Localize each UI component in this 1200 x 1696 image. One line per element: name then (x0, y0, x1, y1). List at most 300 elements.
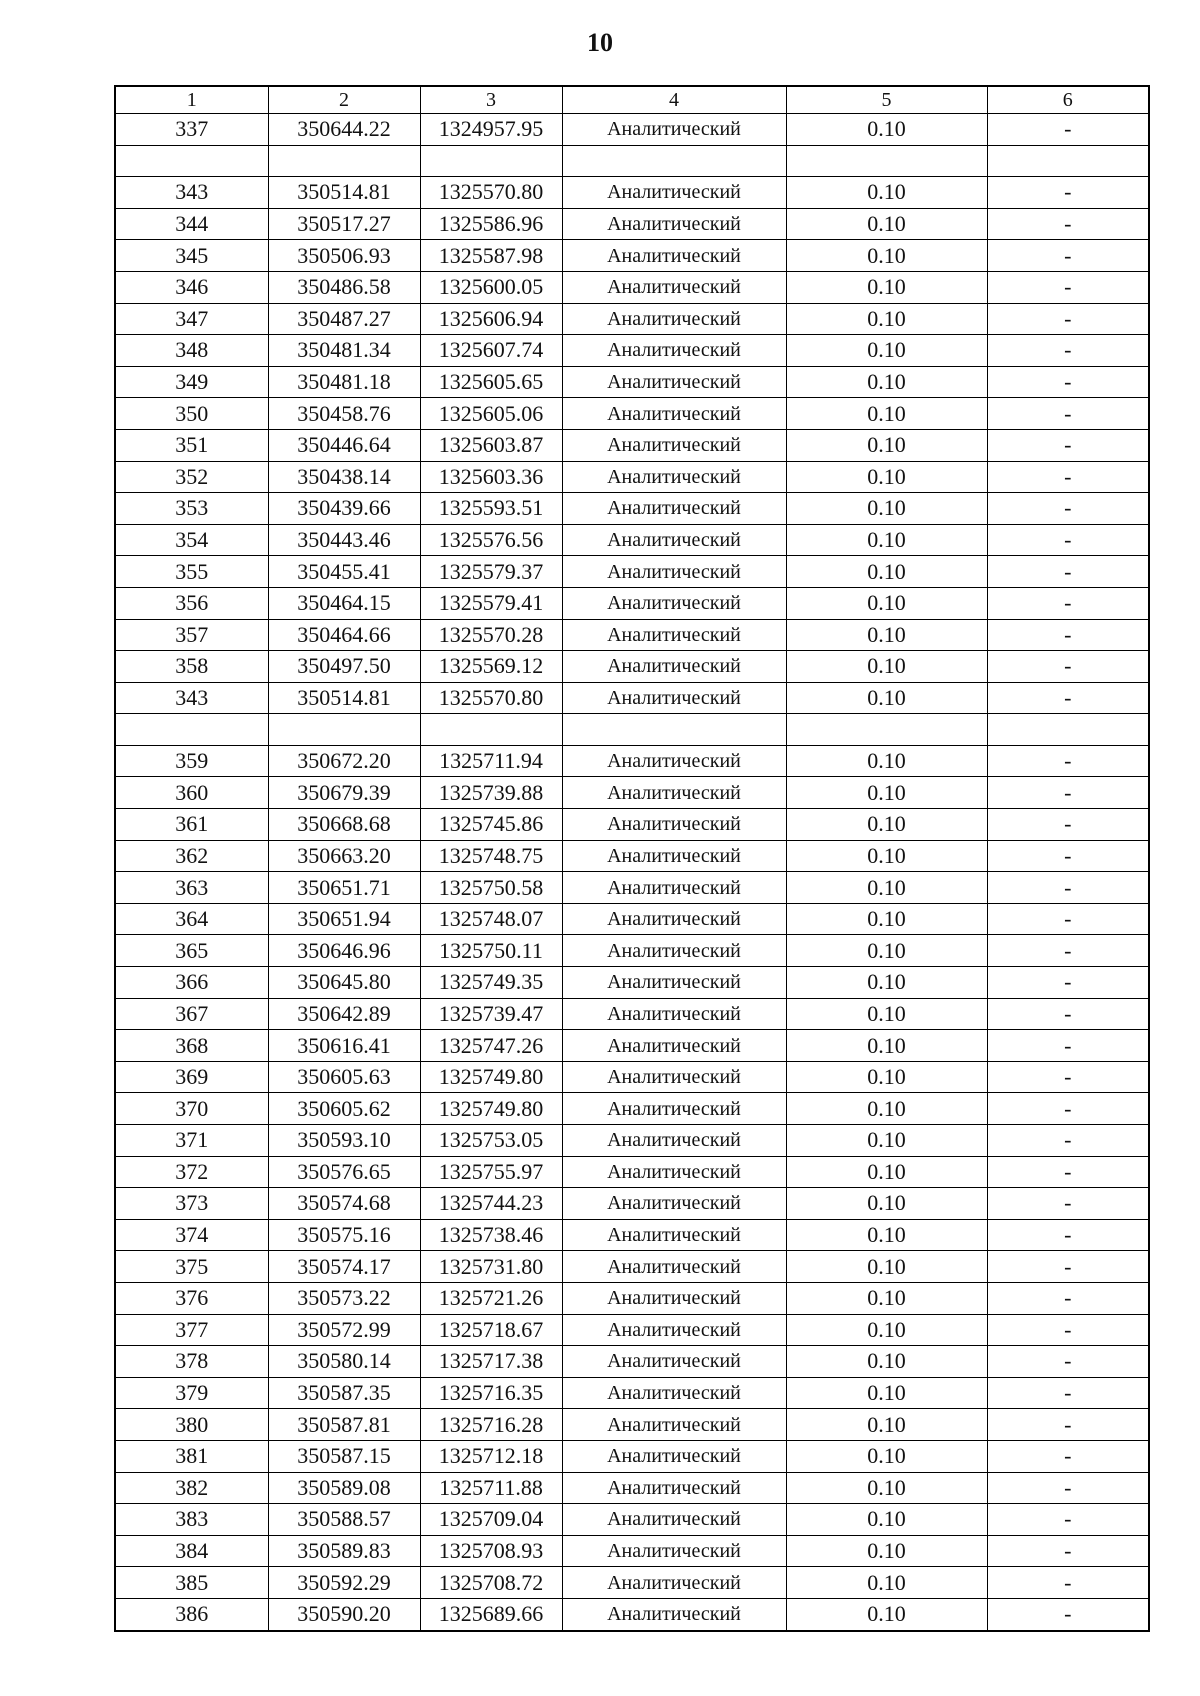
table-cell: - (987, 682, 1149, 714)
table-row (115, 714, 1149, 746)
table-cell: 354 (115, 524, 268, 556)
table-cell: 350497.50 (268, 651, 420, 683)
table-cell: 350679.39 (268, 777, 420, 809)
table-cell (562, 145, 786, 177)
table-cell (420, 714, 562, 746)
table-row (115, 935, 1149, 967)
table-cell: 350646.96 (268, 935, 420, 967)
table-cell: 0.10 (786, 651, 987, 683)
table-cell: - (987, 1377, 1149, 1409)
table-cell: 350589.83 (268, 1535, 420, 1567)
table-cell: Аналитический (562, 872, 786, 904)
table-cell: Аналитический (562, 461, 786, 493)
table-cell: 0.10 (786, 809, 987, 841)
table-cell: Аналитический (562, 429, 786, 461)
table-cell: 1325731.80 (420, 1251, 562, 1283)
table-cell: - (987, 1567, 1149, 1599)
table-cell: 0.10 (786, 1535, 987, 1567)
table-cell: 1325745.86 (420, 809, 562, 841)
table-cell: - (987, 524, 1149, 556)
table-cell: - (987, 335, 1149, 367)
table-row (115, 1440, 1149, 1472)
table-cell: 350458.76 (268, 398, 420, 430)
table-cell: 1325718.67 (420, 1314, 562, 1346)
table-cell: Аналитический (562, 745, 786, 777)
table-cell: 363 (115, 872, 268, 904)
table-cell: 1325708.72 (420, 1567, 562, 1599)
table-cell: - (987, 398, 1149, 430)
table-cell: Аналитический (562, 524, 786, 556)
table-cell: Аналитический (562, 1125, 786, 1157)
table-cell: Аналитический (562, 114, 786, 146)
table-cell: 375 (115, 1251, 268, 1283)
table-cell: Аналитический (562, 1282, 786, 1314)
table-cell: 350580.14 (268, 1346, 420, 1378)
table-cell: 0.10 (786, 1314, 987, 1346)
header-row (115, 86, 1149, 114)
table-cell: Аналитический (562, 1061, 786, 1093)
table-cell: 350517.27 (268, 208, 420, 240)
table-cell: 1325603.87 (420, 429, 562, 461)
table-cell: - (987, 271, 1149, 303)
table-cell: 353 (115, 493, 268, 525)
table-cell: Аналитический (562, 1567, 786, 1599)
table-cell: 350446.64 (268, 429, 420, 461)
table-row (115, 1377, 1149, 1409)
table-cell (268, 714, 420, 746)
table-cell: - (987, 1251, 1149, 1283)
table-cell: Аналитический (562, 1346, 786, 1378)
table-cell: 0.10 (786, 967, 987, 999)
table-cell: 0.10 (786, 114, 987, 146)
table-cell: 374 (115, 1219, 268, 1251)
table-cell: - (987, 903, 1149, 935)
table-row (115, 208, 1149, 240)
table-row (115, 366, 1149, 398)
table-cell: 1325712.18 (420, 1440, 562, 1472)
table-cell: 1325569.12 (420, 651, 562, 683)
table-cell: Аналитический (562, 1251, 786, 1283)
header-cell: 3 (420, 86, 562, 114)
table-row (115, 493, 1149, 525)
table-cell: 0.10 (786, 1061, 987, 1093)
table-cell: - (987, 745, 1149, 777)
table-cell: - (987, 208, 1149, 240)
table-cell: 1325605.65 (420, 366, 562, 398)
table-row (115, 998, 1149, 1030)
table-cell: 350575.16 (268, 1219, 420, 1251)
table-cell (987, 145, 1149, 177)
table-cell: 350587.35 (268, 1377, 420, 1409)
table-row (115, 114, 1149, 146)
table-cell: - (987, 429, 1149, 461)
table-cell: 350464.15 (268, 587, 420, 619)
table-cell: 1325606.94 (420, 303, 562, 335)
table-cell: 0.10 (786, 1598, 987, 1630)
table-cell: 362 (115, 840, 268, 872)
table-cell: 1325579.37 (420, 556, 562, 588)
table-cell: 0.10 (786, 1567, 987, 1599)
table-cell: 360 (115, 777, 268, 809)
table-cell: Аналитический (562, 271, 786, 303)
table-cell: 0.10 (786, 1156, 987, 1188)
table-cell: Аналитический (562, 840, 786, 872)
table-cell: 0.10 (786, 935, 987, 967)
table-cell: 0.10 (786, 461, 987, 493)
table-cell: 0.10 (786, 1440, 987, 1472)
table-cell: 350455.41 (268, 556, 420, 588)
table-cell: 359 (115, 745, 268, 777)
table-row (115, 651, 1149, 683)
table-cell: 385 (115, 1567, 268, 1599)
table-cell: 1325603.36 (420, 461, 562, 493)
coordinates-table (114, 85, 1150, 1632)
table-cell: 1324957.95 (420, 114, 562, 146)
table-cell: 376 (115, 1282, 268, 1314)
table-row (115, 840, 1149, 872)
table-cell: Аналитический (562, 1377, 786, 1409)
table-cell: 350590.20 (268, 1598, 420, 1630)
table-cell: 1325605.06 (420, 398, 562, 430)
table-cell: 369 (115, 1061, 268, 1093)
table-cell: Аналитический (562, 1535, 786, 1567)
table-cell: 350651.94 (268, 903, 420, 935)
table-row (115, 1030, 1149, 1062)
table-cell: - (987, 556, 1149, 588)
table-cell: 350439.66 (268, 493, 420, 525)
table-row (115, 1282, 1149, 1314)
table-cell: 344 (115, 208, 268, 240)
table-row (115, 1251, 1149, 1283)
table-cell: 1325750.11 (420, 935, 562, 967)
table-cell: 1325748.75 (420, 840, 562, 872)
table-row (115, 398, 1149, 430)
header-cell: 2 (268, 86, 420, 114)
table-row (115, 777, 1149, 809)
table-row (115, 1409, 1149, 1441)
table-cell (268, 145, 420, 177)
table-cell: 383 (115, 1504, 268, 1536)
table-cell: 349 (115, 366, 268, 398)
table-row (115, 145, 1149, 177)
table-cell: 0.10 (786, 271, 987, 303)
table-cell: 0.10 (786, 1282, 987, 1314)
table-cell: Аналитический (562, 998, 786, 1030)
table-row (115, 1188, 1149, 1220)
table-cell: 350514.81 (268, 682, 420, 714)
table-cell: Аналитический (562, 903, 786, 935)
table-cell: 350443.46 (268, 524, 420, 556)
table-cell: - (987, 114, 1149, 146)
table-cell: 350605.63 (268, 1061, 420, 1093)
table-cell: - (987, 619, 1149, 651)
table-cell: 0.10 (786, 777, 987, 809)
table-cell: 358 (115, 651, 268, 683)
table-cell: 0.10 (786, 429, 987, 461)
table-row (115, 335, 1149, 367)
table-cell: 1325570.28 (420, 619, 562, 651)
table-cell: 350663.20 (268, 840, 420, 872)
table-cell: 379 (115, 1377, 268, 1409)
table-row (115, 809, 1149, 841)
table-cell: Аналитический (562, 1314, 786, 1346)
table-cell: 343 (115, 177, 268, 209)
table-cell: 0.10 (786, 745, 987, 777)
table-cell: - (987, 935, 1149, 967)
table-cell: 372 (115, 1156, 268, 1188)
table-cell: 350486.58 (268, 271, 420, 303)
table-cell: 378 (115, 1346, 268, 1378)
table-cell: - (987, 1188, 1149, 1220)
table-cell: 0.10 (786, 1125, 987, 1157)
table-row (115, 524, 1149, 556)
table-cell: 1325750.58 (420, 872, 562, 904)
table-cell: - (987, 177, 1149, 209)
table-cell: 350 (115, 398, 268, 430)
table-cell: - (987, 1219, 1149, 1251)
table-cell: 1325748.07 (420, 903, 562, 935)
table-cell: 350645.80 (268, 967, 420, 999)
table-cell: 350642.89 (268, 998, 420, 1030)
table-cell: Аналитический (562, 1188, 786, 1220)
table-cell: 350574.17 (268, 1251, 420, 1283)
header-cell: 4 (562, 86, 786, 114)
table-cell: - (987, 1598, 1149, 1630)
table-cell: 346 (115, 271, 268, 303)
table-cell: 1325721.26 (420, 1282, 562, 1314)
table-row (115, 240, 1149, 272)
table-cell: 1325689.66 (420, 1598, 562, 1630)
table-cell: 1325711.94 (420, 745, 562, 777)
table-cell: 1325749.80 (420, 1061, 562, 1093)
table-cell: 350481.34 (268, 335, 420, 367)
table-cell: 386 (115, 1598, 268, 1630)
table-row (115, 1535, 1149, 1567)
table-cell (987, 714, 1149, 746)
table-cell: 350592.29 (268, 1567, 420, 1599)
table-cell: 1325749.80 (420, 1093, 562, 1125)
table-cell: 357 (115, 619, 268, 651)
table-cell: 337 (115, 114, 268, 146)
table-cell: - (987, 493, 1149, 525)
table-cell (420, 145, 562, 177)
table-row (115, 745, 1149, 777)
table-cell: 350576.65 (268, 1156, 420, 1188)
table-row (115, 1472, 1149, 1504)
table-cell: 0.10 (786, 840, 987, 872)
table-cell: Аналитический (562, 335, 786, 367)
table-cell: 0.10 (786, 682, 987, 714)
table-row (115, 872, 1149, 904)
table-cell: 0.10 (786, 619, 987, 651)
table-cell: 0.10 (786, 1346, 987, 1378)
table-cell: - (987, 1504, 1149, 1536)
table-cell: Аналитический (562, 1156, 786, 1188)
table-cell: 371 (115, 1125, 268, 1157)
table-cell: 0.10 (786, 524, 987, 556)
table-row (115, 619, 1149, 651)
table-cell: 1325739.88 (420, 777, 562, 809)
table-cell: 1325738.46 (420, 1219, 562, 1251)
table-row (115, 461, 1149, 493)
table-cell: - (987, 998, 1149, 1030)
table-cell: Аналитический (562, 682, 786, 714)
table-cell: Аналитический (562, 619, 786, 651)
table-cell: 350672.20 (268, 745, 420, 777)
table-row (115, 967, 1149, 999)
table-cell: - (987, 1125, 1149, 1157)
table-cell: - (987, 1314, 1149, 1346)
table-cell: 350644.22 (268, 114, 420, 146)
table-cell: 350438.14 (268, 461, 420, 493)
table-cell: 382 (115, 1472, 268, 1504)
table-cell: Аналитический (562, 1440, 786, 1472)
table-cell: Аналитический (562, 651, 786, 683)
table-cell: Аналитический (562, 366, 786, 398)
table-cell: 1325717.38 (420, 1346, 562, 1378)
table-cell: - (987, 1030, 1149, 1062)
table-cell: 0.10 (786, 366, 987, 398)
table-row (115, 587, 1149, 619)
table-cell: 347 (115, 303, 268, 335)
table-cell: - (987, 872, 1149, 904)
header-cell: 5 (786, 86, 987, 114)
table-cell: Аналитический (562, 208, 786, 240)
table-cell: - (987, 587, 1149, 619)
table-cell: 384 (115, 1535, 268, 1567)
table-cell: - (987, 366, 1149, 398)
table-cell: 0.10 (786, 240, 987, 272)
table-cell: 356 (115, 587, 268, 619)
table-cell: Аналитический (562, 1598, 786, 1630)
table-cell: - (987, 1093, 1149, 1125)
table-row (115, 1219, 1149, 1251)
table-row (115, 556, 1149, 588)
table-cell: 1325753.05 (420, 1125, 562, 1157)
table-cell: 0.10 (786, 872, 987, 904)
table-cell: 350574.68 (268, 1188, 420, 1220)
table-cell: 1325593.51 (420, 493, 562, 525)
table-row (115, 177, 1149, 209)
table-row (115, 1314, 1149, 1346)
table-cell: 1325576.56 (420, 524, 562, 556)
table-cell: 1325579.41 (420, 587, 562, 619)
table-cell: 0.10 (786, 1251, 987, 1283)
table-cell: 0.10 (786, 1188, 987, 1220)
table-cell: 0.10 (786, 177, 987, 209)
table-cell: 370 (115, 1093, 268, 1125)
table-cell: 0.10 (786, 398, 987, 430)
table-cell: 364 (115, 903, 268, 935)
table-cell: Аналитический (562, 809, 786, 841)
table-cell: - (987, 1346, 1149, 1378)
table-cell: 380 (115, 1409, 268, 1441)
table-cell: Аналитический (562, 1504, 786, 1536)
table-row (115, 303, 1149, 335)
table-cell: Аналитический (562, 556, 786, 588)
table-cell: 377 (115, 1314, 268, 1346)
table-row (115, 1156, 1149, 1188)
table-row (115, 429, 1149, 461)
table-cell: - (987, 1472, 1149, 1504)
table-cell: 0.10 (786, 1093, 987, 1125)
table-cell: 350464.66 (268, 619, 420, 651)
table-cell: Аналитический (562, 398, 786, 430)
table-cell: 350514.81 (268, 177, 420, 209)
table-cell: 381 (115, 1440, 268, 1472)
table-cell: 1325711.88 (420, 1472, 562, 1504)
table-row (115, 903, 1149, 935)
table-cell: 1325586.96 (420, 208, 562, 240)
table-cell: 350572.99 (268, 1314, 420, 1346)
table-cell: Аналитический (562, 1219, 786, 1251)
table-cell: 0.10 (786, 1472, 987, 1504)
table-row (115, 1567, 1149, 1599)
table-cell: - (987, 461, 1149, 493)
table-cell: - (987, 840, 1149, 872)
table-cell: 0.10 (786, 208, 987, 240)
table-cell: - (987, 1156, 1149, 1188)
table-cell: Аналитический (562, 493, 786, 525)
table-row (115, 1504, 1149, 1536)
table-cell (115, 714, 268, 746)
table-row (115, 1093, 1149, 1125)
table-cell: - (987, 1061, 1149, 1093)
header-cell: 6 (987, 86, 1149, 114)
table-cell: 350573.22 (268, 1282, 420, 1314)
table-cell: 348 (115, 335, 268, 367)
table-cell (562, 714, 786, 746)
table-cell: 345 (115, 240, 268, 272)
table-cell: 373 (115, 1188, 268, 1220)
table-cell: 350593.10 (268, 1125, 420, 1157)
table-cell: 1325709.04 (420, 1504, 562, 1536)
table-cell: - (987, 240, 1149, 272)
table-cell: Аналитический (562, 303, 786, 335)
table-cell: 0.10 (786, 556, 987, 588)
table-cell: Аналитический (562, 967, 786, 999)
table-cell: 343 (115, 682, 268, 714)
table-cell: 350668.68 (268, 809, 420, 841)
table-row (115, 1346, 1149, 1378)
table-cell: 1325708.93 (420, 1535, 562, 1567)
table-cell: 350651.71 (268, 872, 420, 904)
table-cell: 0.10 (786, 493, 987, 525)
table-cell: 350616.41 (268, 1030, 420, 1062)
table-cell: Аналитический (562, 1093, 786, 1125)
table-cell: Аналитический (562, 177, 786, 209)
table-cell (786, 145, 987, 177)
table-cell: 1325716.35 (420, 1377, 562, 1409)
table-cell: - (987, 1440, 1149, 1472)
table-cell: 350587.81 (268, 1409, 420, 1441)
table-cell: 0.10 (786, 1219, 987, 1251)
table-cell: 368 (115, 1030, 268, 1062)
table-cell: 351 (115, 429, 268, 461)
table-cell: 350487.27 (268, 303, 420, 335)
table-cell (786, 714, 987, 746)
table-cell: 352 (115, 461, 268, 493)
table-cell: - (987, 1409, 1149, 1441)
table-cell (115, 145, 268, 177)
table-cell: - (987, 651, 1149, 683)
table-cell: Аналитический (562, 240, 786, 272)
table-cell: - (987, 777, 1149, 809)
table-cell: - (987, 1535, 1149, 1567)
table-cell: - (987, 809, 1149, 841)
table-cell: 1325607.74 (420, 335, 562, 367)
table-cell: 350506.93 (268, 240, 420, 272)
